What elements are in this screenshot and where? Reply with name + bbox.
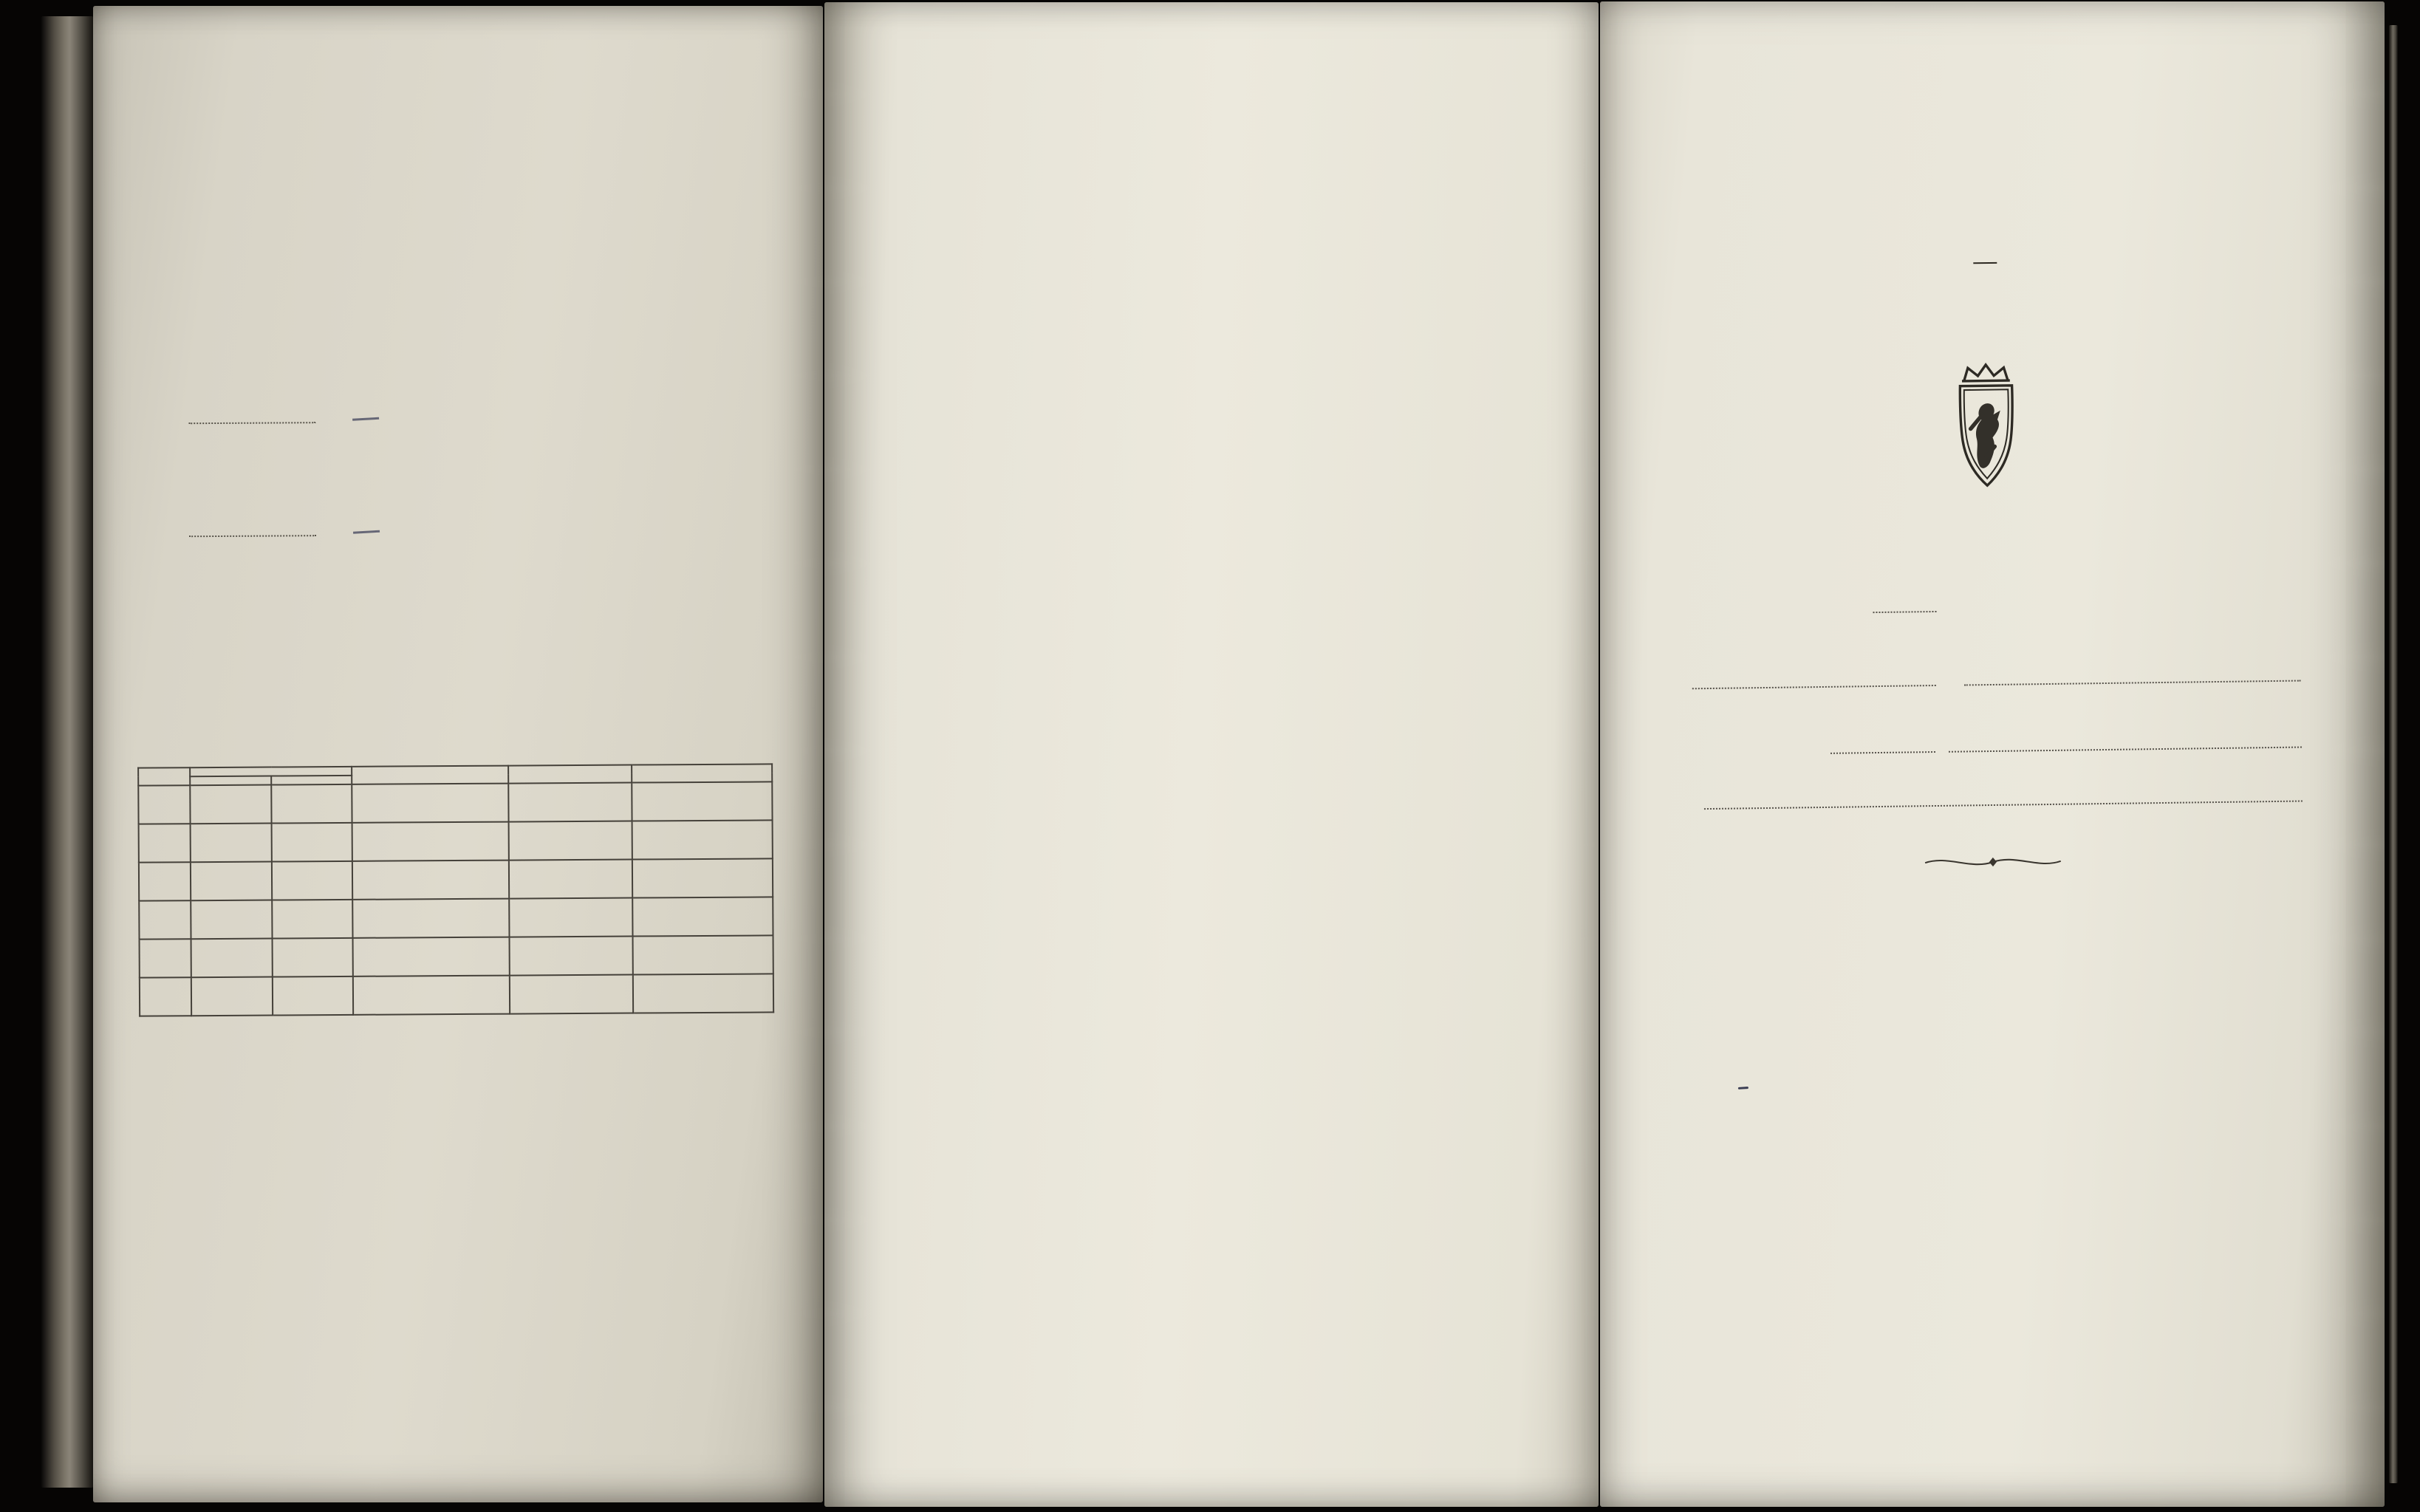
summary-item-2-line1: [157, 485, 756, 507]
table-cell: [353, 976, 510, 1015]
intro-text: [1695, 915, 2301, 923]
table-cell: [632, 781, 773, 821]
table-header-nr: [138, 767, 190, 785]
middle-page-content: [821, 0, 1603, 1508]
table-header-last-america: [508, 765, 632, 784]
table-cell: [509, 937, 633, 976]
table-cell: [508, 821, 632, 861]
guide-text: [1696, 986, 2302, 994]
herred-line: [1692, 661, 2300, 690]
middle-page: [824, 2, 1599, 1507]
bosted-name-field: [1704, 782, 2303, 810]
table-cell: [139, 862, 191, 900]
divider-flourish: [1918, 852, 2068, 873]
table-cell: [271, 861, 352, 900]
table-cell: [140, 977, 191, 1016]
bosted-line: [1694, 782, 2303, 810]
table-cell: [352, 861, 509, 900]
table-cell: [352, 822, 509, 861]
table-cell: [508, 783, 632, 822]
table-cell: [191, 900, 272, 940]
handwritten-correction: [353, 527, 380, 533]
census-title: [1637, 188, 2331, 196]
table-cell: [190, 785, 271, 824]
table-header-from-bosted: [352, 766, 508, 784]
census-date-wrap: [1638, 250, 2332, 272]
table-cell: [509, 860, 633, 899]
handwritten-correction: [352, 414, 379, 420]
skema-line: [1828, 584, 1936, 614]
summary-item-1-answer-line: [156, 400, 756, 424]
table-cell: [191, 939, 272, 978]
table-cell: [272, 938, 353, 977]
summary-item-2: [157, 485, 756, 545]
table-cell: [353, 937, 510, 976]
remarks-subheading: [905, 166, 1546, 170]
table-cell: [190, 824, 271, 863]
summary-item-1: [156, 372, 756, 432]
page-number-middle: [899, 1360, 1540, 1364]
handwritten-underline: [1738, 1087, 1749, 1089]
left-page-content: [89, 4, 827, 1505]
table-cell: [139, 824, 191, 862]
coat-of-arms-norway: [1926, 357, 2048, 510]
table-cell: [353, 899, 510, 938]
left-page: [93, 6, 823, 1502]
table-cell: [140, 939, 191, 977]
question-2: [1743, 1165, 2303, 1172]
bruk-number-field: [1949, 728, 2302, 753]
remarks-paragraphs: [903, 199, 1546, 202]
table-header-emigrated-year: [190, 776, 271, 786]
table-cell: [191, 862, 272, 901]
dotted-answer-line: [188, 402, 315, 423]
table-cell: [633, 935, 773, 974]
table-row: [139, 820, 773, 862]
table-header-row-1: [138, 764, 772, 776]
page-stack-edge-left: [41, 16, 93, 1488]
question-1: [1742, 1063, 2302, 1092]
husliste-number-field: [1873, 584, 1936, 613]
herred-name-field: [1692, 666, 1935, 689]
table-row: [140, 935, 773, 977]
table-cell: [271, 784, 352, 824]
table-cell: [509, 898, 633, 937]
table-cell: [272, 900, 353, 939]
right-page-content: [1590, 0, 2395, 1512]
table-header-occupation-america: [632, 764, 773, 782]
table-cell: [633, 897, 773, 936]
tellingskreds-number-field: [1963, 661, 2300, 686]
table-cell: [272, 976, 353, 1016]
table-cell: [632, 820, 773, 859]
summary-item-2-note: [157, 541, 696, 544]
table-body: [138, 781, 773, 1016]
norwegian-americans-table: [137, 763, 774, 1016]
table-header-returned-year: [271, 776, 352, 785]
table-cell: [633, 974, 773, 1013]
table-cell: [632, 858, 773, 897]
table-cell: [191, 977, 273, 1016]
table-cell: [352, 784, 509, 823]
remarks-heading: [905, 132, 1546, 136]
gaard-line: [1823, 728, 2302, 754]
right-page: [1600, 1, 2385, 1507]
table-cell: [271, 823, 352, 862]
table-row: [138, 781, 772, 824]
table-cell: [138, 785, 190, 824]
table-cell: [510, 975, 634, 1014]
questions-heading: [1715, 1035, 1722, 1054]
gaard-number-field: [1831, 732, 1935, 754]
summary-item-1-note: [156, 428, 695, 431]
table-row: [139, 897, 773, 939]
table-row: [140, 974, 773, 1016]
table-cell: [139, 900, 191, 939]
dotted-answer-line: [189, 515, 316, 536]
table-row: [139, 858, 773, 900]
summary-item-2-answer-line: [157, 513, 756, 537]
summary-item-1-line1: [156, 372, 756, 394]
census-date: [1973, 259, 1997, 264]
